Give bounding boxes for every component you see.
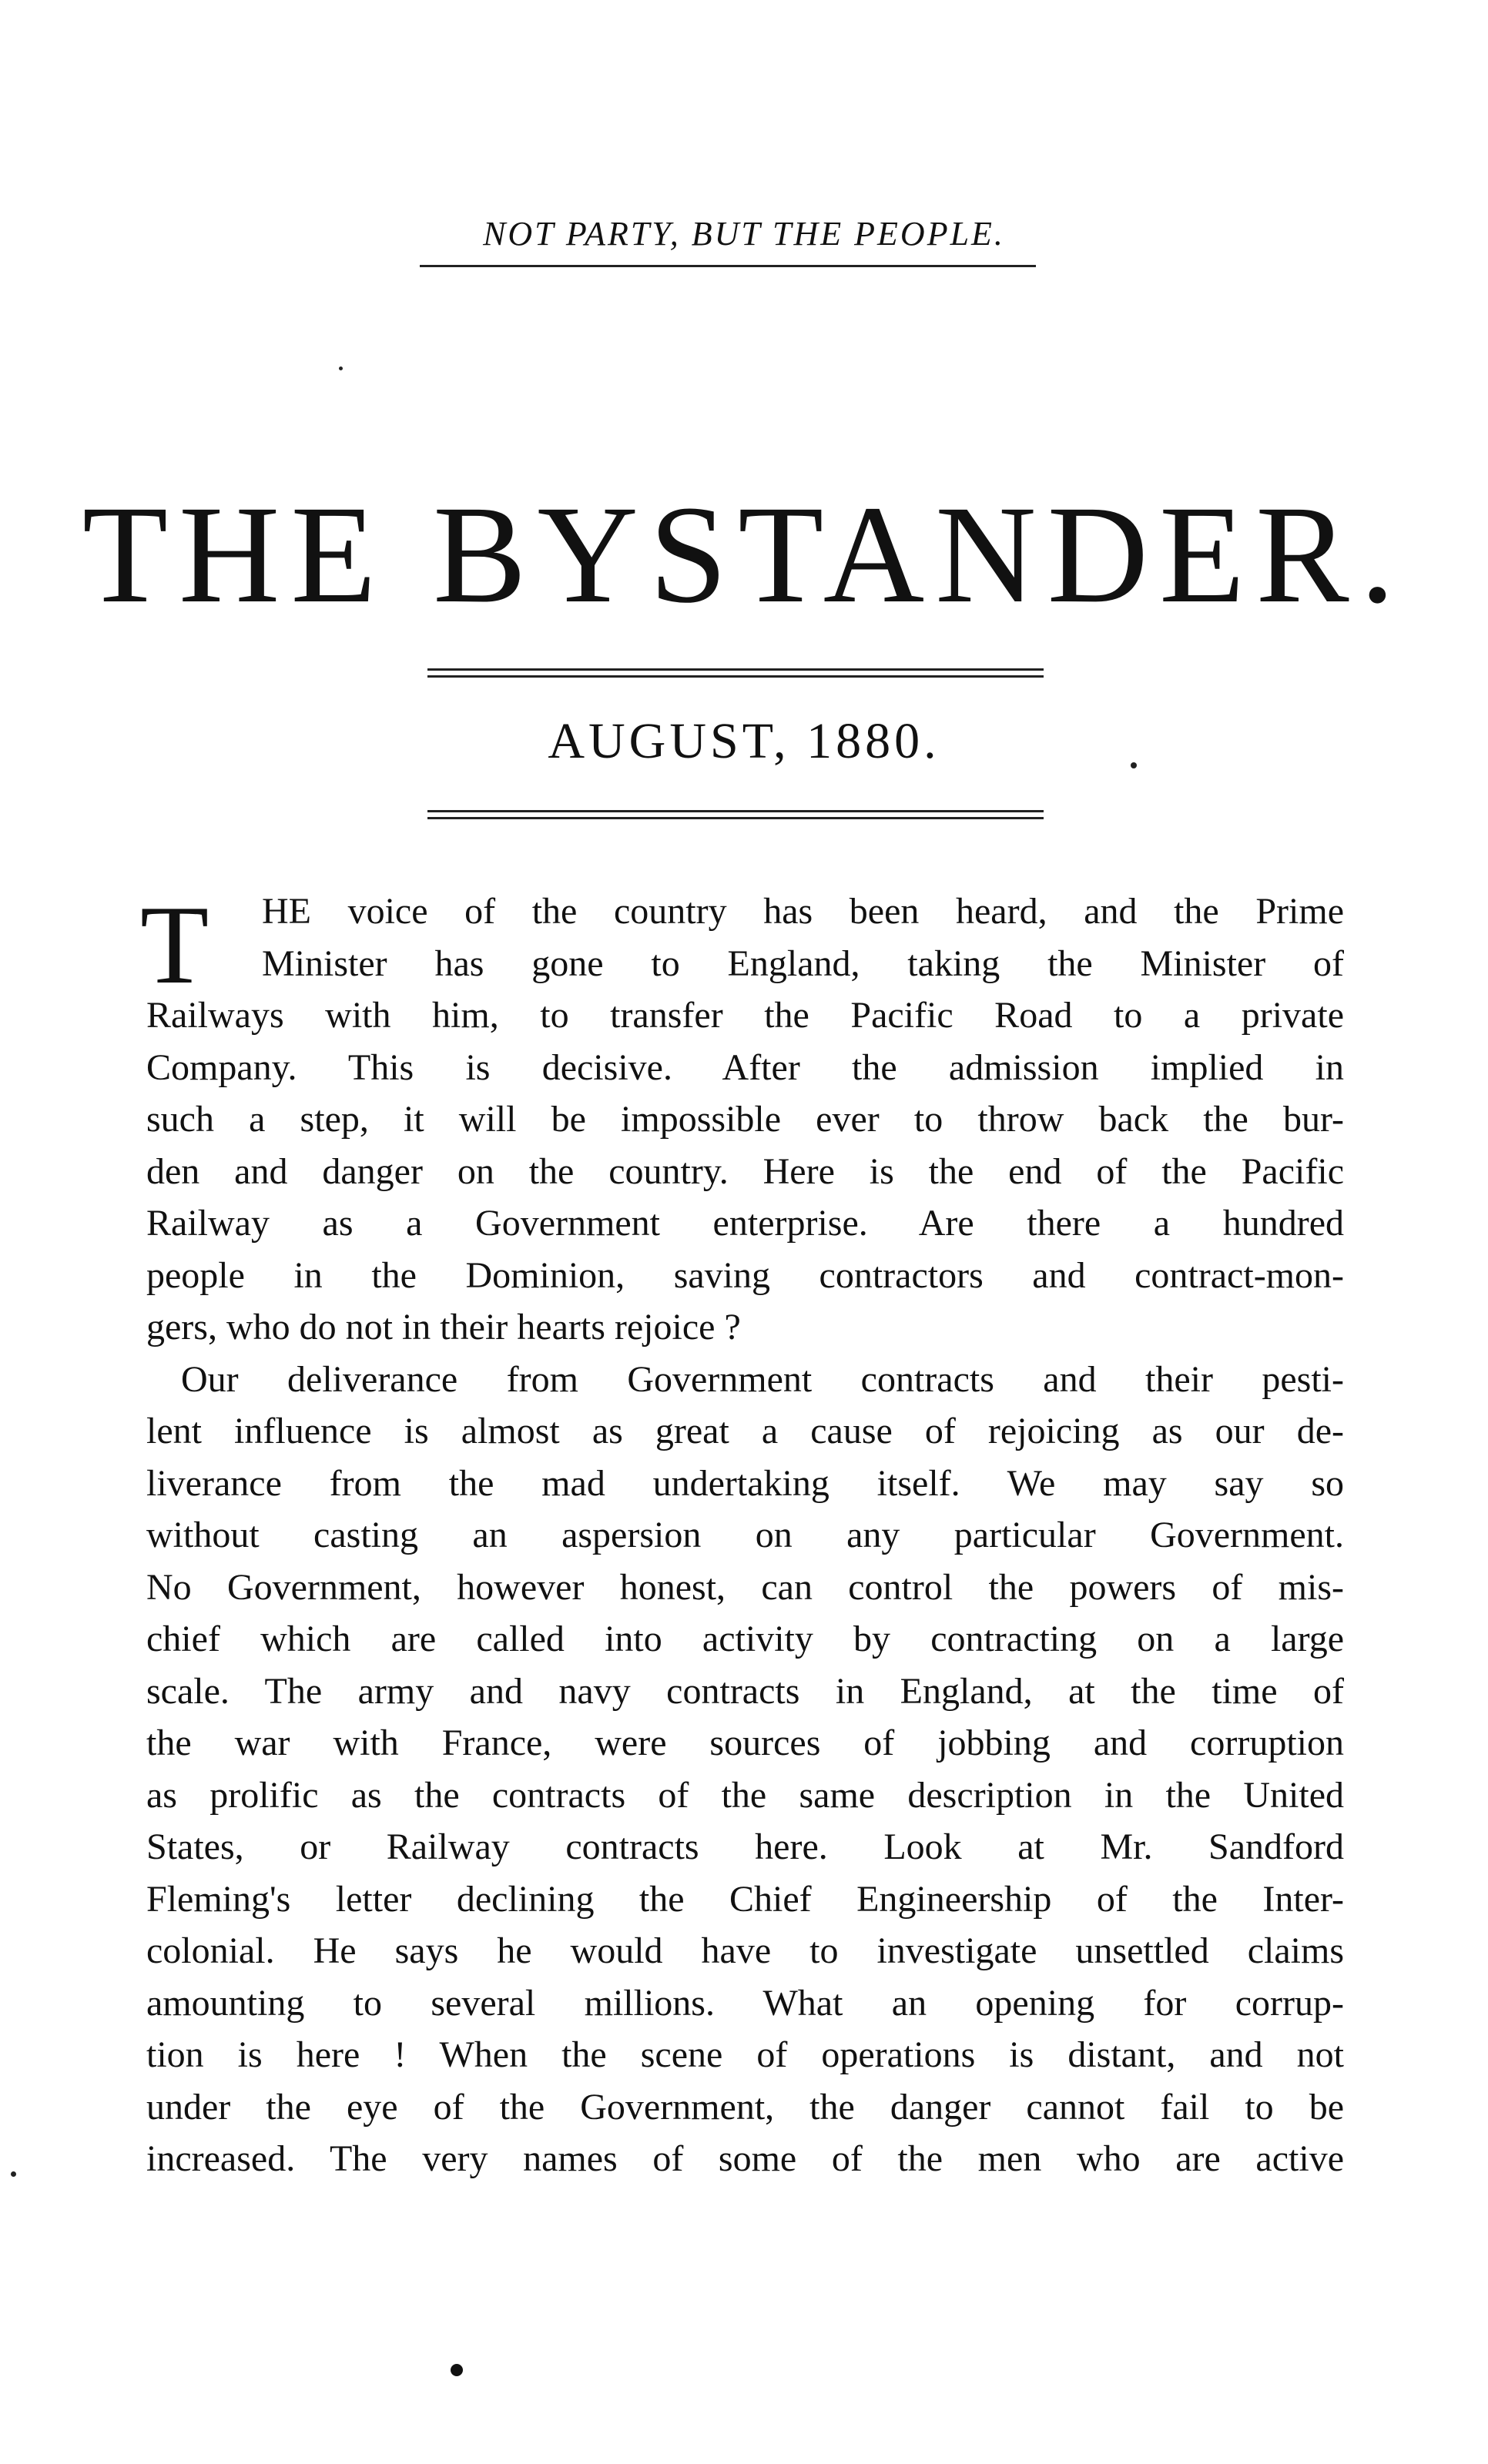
article-line: chief which are called into activity by contracting on a large xyxy=(146,1619,1344,1659)
page-mark xyxy=(451,2364,463,2376)
bottom-double-rule xyxy=(427,810,1044,819)
article-line: such a step, it will be impossible ever to throw back the bur- xyxy=(146,1099,1344,1140)
masthead-motto: NOT PARTY, BUT THE PEOPLE. xyxy=(483,215,1005,253)
article-line: colonial. He says he would have to investigate unsettled claims xyxy=(146,1930,1344,1971)
article-line: No Government, however honest, can control the powers of mis- xyxy=(146,1566,1344,1608)
article-line: people in the Dominion, saving contractors and contract-mon- xyxy=(146,1254,1344,1296)
motto-underline xyxy=(420,265,1036,267)
article-line: gers, who do not in their hearts rejoice ? xyxy=(146,1307,741,1348)
top-double-rule xyxy=(427,668,1044,678)
article-line: without casting an aspersion on any particular Government. xyxy=(146,1515,1344,1555)
article-line: Railways with him, to transfer the Pacific Road to a private xyxy=(146,995,1344,1036)
print-speck xyxy=(1131,762,1137,768)
article-line: under the eye of the Government, the danger cannot fail to be xyxy=(146,2086,1344,2128)
article-line: as prolific as the contracts of the same description in the United xyxy=(146,1774,1344,1816)
article-line: amounting to several millions. What an opening for corrup- xyxy=(146,1982,1344,2024)
article-line: tion is here ! When the scene of operations is distant, and not xyxy=(146,2034,1344,2075)
article-line: scale. The army and navy contracts in England, at the time of xyxy=(146,1670,1344,1712)
masthead-title: THE BYSTANDER. xyxy=(82,477,1406,632)
article-line: the war with France, were sources of jobbing and corruption xyxy=(146,1722,1344,1763)
article-line: Minister has gone to England, taking the Minister of xyxy=(262,942,1344,984)
print-speck xyxy=(339,367,343,370)
article-line: den and danger on the country. Here is the end of the Pacific xyxy=(146,1150,1344,1192)
print-speck xyxy=(11,2171,16,2177)
article-line: Our deliverance from Government contracts and their pesti- xyxy=(181,1358,1344,1400)
article-line: Railway as a Government enterprise. Are there a hundred xyxy=(146,1203,1344,1244)
article-line: lent influence is almost as great a cause of rejoicing as our de- xyxy=(146,1411,1344,1451)
article-line: liverance from the mad undertaking itself. We may say so xyxy=(146,1462,1344,1504)
article-line: increased. The very names of some of the men who are active xyxy=(146,2138,1344,2179)
article-line: HE voice of the country has been heard, and the Prime xyxy=(262,891,1344,932)
drop-cap: T xyxy=(140,882,209,1007)
article-body xyxy=(140,882,1344,2185)
article-line: States, or Railway contracts here. Look at Mr. Sandford xyxy=(146,1826,1344,1867)
issue-date: AUGUST, 1880. xyxy=(548,713,940,769)
article-line: Company. This is decisive. After the admission implied in xyxy=(146,1046,1344,1088)
article-line: Fleming's letter declining the Chief Engineership of the Inter- xyxy=(146,1878,1344,1920)
